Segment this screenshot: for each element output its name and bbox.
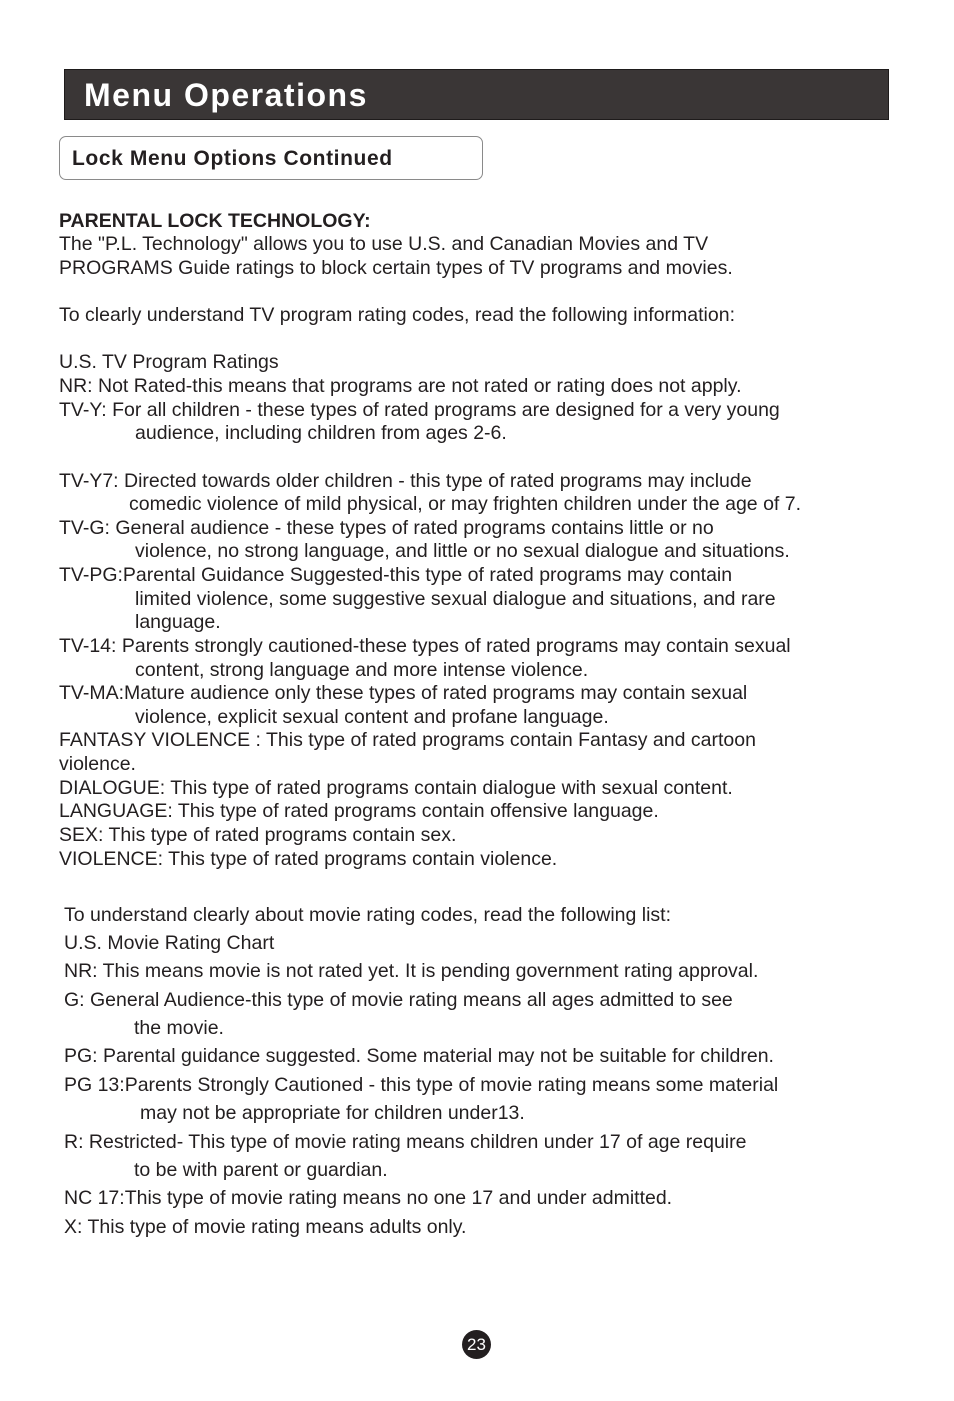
body-line: TV-G: General audience - these types of rated programs contains little or no [59,517,714,539]
body-line: TV-Y7: Directed towards older children - this type of rated programs may include [59,470,752,492]
body-line: comedic violence of mild physical, or may frighten children under the age of 7. [129,493,802,515]
body-line: violence, explicit sexual content and profane language. [135,706,609,728]
section-heading: PARENTAL LOCK TECHNOLOGY: [59,210,371,232]
body-line: U.S. TV Program Ratings [59,351,279,373]
body-line: NR: This means movie is not rated yet. It is pending government rating approval. [64,960,759,982]
body-line: language. [135,611,221,633]
body-line: audience, including children from ages 2-6. [135,422,507,444]
body-line: the movie. [134,1017,224,1039]
body-line: TV-14: Parents strongly cautioned-these types of rated programs may contain sexual [59,635,791,657]
page-title: Menu Operations [84,77,368,113]
body-line: G: General Audience-this type of movie rating means all ages admitted to see [64,989,733,1011]
body-line: To understand clearly about movie rating codes, read the following list: [64,904,672,926]
section-title-box [59,136,483,180]
body-line: violence, no strong language, and little or no sexual dialogue and situations. [135,540,790,562]
body-line: may not be appropriate for children under13. [140,1102,525,1124]
body-line: content, strong language and more intense violence. [135,659,589,681]
body-line: PROGRAMS Guide ratings to block certain types of TV programs and movies. [59,257,733,279]
body-line: U.S. Movie Rating Chart [64,932,275,954]
body-line: TV-Y: For all children - these types of rated programs are designed for a very young [59,399,780,421]
body-line: to be with parent or guardian. [134,1159,388,1181]
section-title: Lock Menu Options Continued [72,147,393,170]
body-line: X: This type of movie rating means adults only. [64,1216,467,1238]
body-line: violence. [59,753,136,775]
body-line: To clearly understand TV program rating codes, read the following information: [59,304,735,326]
body-line: NC 17:This type of movie rating means no one 17 and under admitted. [64,1187,673,1209]
body-line: VIOLENCE: This type of rated programs contain violence. [59,848,558,870]
body-line: TV-MA:Mature audience only these types of rated programs may contain sexual [59,682,748,704]
body-line: PG 13:Parents Strongly Cautioned - this type of movie rating means some material [64,1074,779,1096]
body-line: limited violence, some suggestive sexual dialogue and situations, and rare [135,588,776,610]
body-line: TV-PG:Parental Guidance Suggested-this type of rated programs may contain [59,564,733,586]
body-line: The "P.L. Technology" allows you to use U.S. and Canadian Movies and TV [59,233,709,255]
body-line: R: Restricted- This type of movie rating means children under 17 of age require [64,1131,747,1153]
page-number: 23 [462,1330,491,1359]
body-line: FANTASY VIOLENCE : This type of rated programs contain Fantasy and cartoon [59,729,756,751]
body-line: DIALOGUE: This type of rated programs contain dialogue with sexual content. [59,777,733,799]
body-line: PG: Parental guidance suggested. Some material may not be suitable for children. [64,1045,774,1067]
body-line: LANGUAGE: This type of rated programs contain offensive language. [59,800,659,822]
body-line: NR: Not Rated-this means that programs are not rated or rating does not apply. [59,375,742,397]
header-bar [64,69,889,120]
body-line: SEX: This type of rated programs contain sex. [59,824,457,846]
